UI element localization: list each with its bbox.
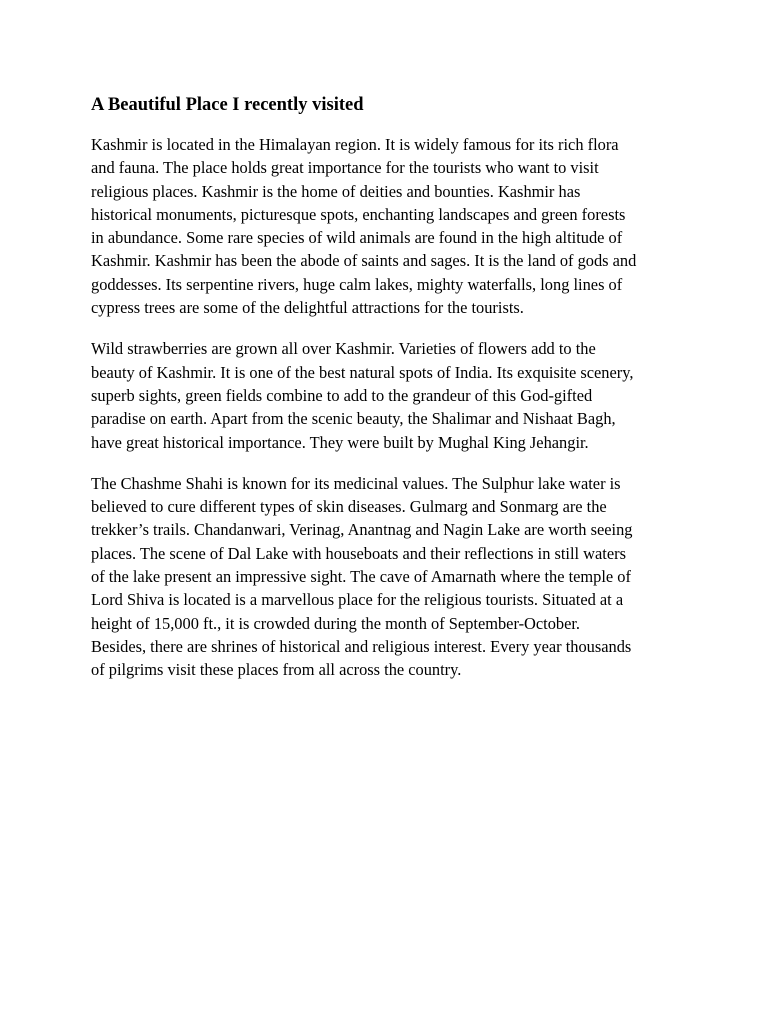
document-title: A Beautiful Place I recently visited bbox=[91, 95, 364, 115]
text-line: Wild strawberries are grown all over Kashmir. Varieties of flowers add to the bbox=[91, 339, 596, 359]
text-line: of pilgrims visit these places from all across the country. bbox=[91, 660, 462, 680]
text-line: in abundance. Some rare species of wild animals are found in the high altitude of bbox=[91, 228, 623, 248]
paragraph-2 bbox=[91, 337, 677, 453]
text-line: Lord Shiva is located is a marvellous place for the religious tourists. Situated at a bbox=[91, 590, 624, 610]
text-line: paradise on earth. Apart from the scenic beauty, the Shalimar and Nishaat Bagh, bbox=[91, 409, 616, 429]
text-line: height of 15,000 ft., it is crowded during the month of September-October. bbox=[91, 613, 581, 633]
text-line: have great historical importance. They were built by Mughal King Jehangir. bbox=[91, 432, 589, 452]
text-line: beauty of Kashmir. It is one of the best natural spots of India. Its exquisite scenery, bbox=[91, 362, 634, 382]
text-line: Kashmir is located in the Himalayan region. It is widely famous for its rich flora bbox=[91, 135, 619, 154]
text-line: historical monuments, picturesque spots, enchanting landscapes and green forests bbox=[91, 204, 626, 224]
paragraph-1 bbox=[91, 133, 677, 319]
text-line: superb sights, green fields combine to add to the grandeur of this God-gifted bbox=[91, 385, 593, 405]
text-line: Kashmir. Kashmir has been the abode of saints and sages. It is the land of gods and bbox=[91, 251, 637, 271]
text-line: of the lake present an impressive sight. The cave of Amarnath where the temple of bbox=[91, 567, 631, 587]
text-line: The Chashme Shahi is known for its medicinal values. The Sulphur lake water is bbox=[91, 473, 621, 493]
text-line: and fauna. The place holds great importance for the tourists who want to visit bbox=[91, 158, 599, 178]
text-line: goddesses. Its serpentine rivers, huge calm lakes, mighty waterfalls, long lines of bbox=[91, 274, 623, 294]
text-line: Besides, there are shrines of historical and religious interest. Every year thousands bbox=[91, 636, 632, 656]
text-line: trekker’s trails. Chandanwari, Verinag, Anantnag and Nagin Lake are worth seeing bbox=[91, 520, 633, 540]
text-line: cypress trees are some of the delightful attractions for the tourists. bbox=[91, 298, 524, 318]
text-line: believed to cure different types of skin diseases. Gulmarg and Sonmarg are the bbox=[91, 497, 607, 517]
paragraph-3 bbox=[91, 472, 677, 682]
text-line: places. The scene of Dal Lake with houseboats and their reflections in still waters bbox=[91, 543, 626, 563]
text-line: religious places. Kashmir is the home of deities and bounties. Kashmir has bbox=[91, 181, 581, 201]
document-body bbox=[91, 93, 677, 700]
